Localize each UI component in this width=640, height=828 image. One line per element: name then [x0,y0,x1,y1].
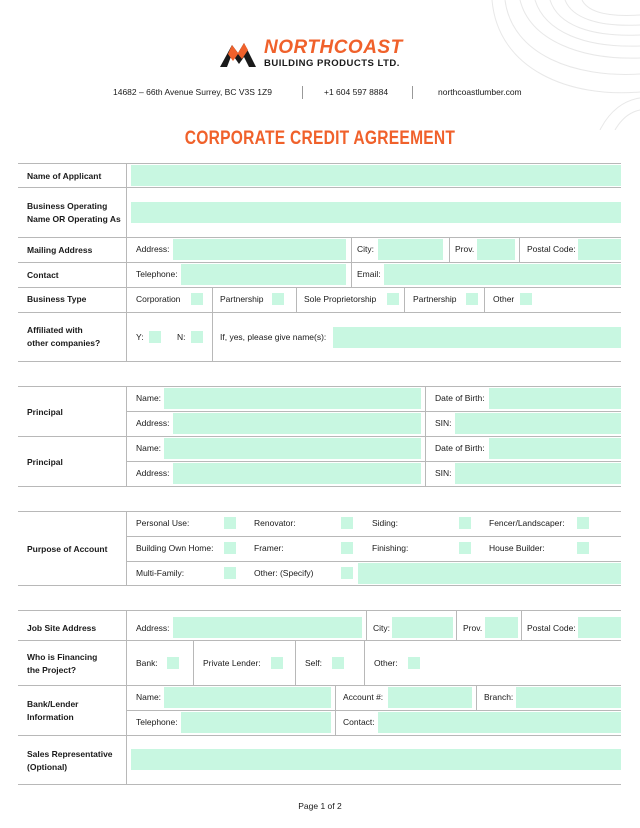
lender-account-field[interactable] [388,687,472,708]
table-rule [425,386,426,486]
fencer-landscaper-checkbox[interactable] [577,517,589,529]
no-label: N: [177,332,186,342]
table-rule [364,640,365,685]
postal-code-label: Postal Code: [527,244,576,254]
table-rule [18,187,621,188]
table-rule [126,561,621,562]
principal-name-label: Name: [136,393,162,403]
table-rule [126,610,127,784]
divider [302,86,303,99]
mountain-logo-icon [218,37,258,69]
private-lender-label: Private Lender: [203,658,261,668]
brand-name: NORTHCOAST [264,36,403,58]
table-rule [484,287,485,312]
purpose-of-account-label: Purpose of Account [27,544,108,554]
mailing-prov-field[interactable] [477,239,515,260]
table-rule [126,511,127,585]
table-rule [295,640,296,685]
table-rule [521,610,522,640]
fencer-landscaper-label: Fencer/Landscaper: [489,518,565,528]
table-rule [193,640,194,685]
other-specify-field[interactable] [358,563,621,584]
lender-branch-field[interactable] [516,687,621,708]
name-of-applicant-field[interactable] [131,165,621,186]
table-rule [476,685,477,710]
corporation-checkbox[interactable] [191,293,203,305]
table-rule [18,237,621,238]
principal-1-dob-field[interactable] [489,388,621,409]
sales-rep-field[interactable] [131,749,621,770]
sole-proprietorship-checkbox[interactable] [387,293,399,305]
table-rule [212,287,213,361]
job-site-city-field[interactable] [392,617,453,638]
table-rule [296,287,297,312]
principal-1-address-field[interactable] [173,413,421,434]
framer-label: Framer: [254,543,284,553]
page-title: CORPORATE CREDIT AGREEMENT [184,128,456,149]
account-label: Account #: [343,692,384,702]
affiliated-names-field[interactable] [333,327,621,348]
house-builder-label: House Builder: [489,543,545,553]
sales-rep-label: Sales Representative (Optional) [27,749,113,772]
renovator-checkbox[interactable] [341,517,353,529]
principal-1-sin-field[interactable] [455,413,621,434]
telephone-label: Telephone: [136,269,178,279]
prov-label: Prov. [455,244,475,254]
type-partnership-label: Partnership [220,294,264,304]
table-rule [18,163,621,164]
table-rule [18,735,621,736]
table-rule [18,386,621,387]
bank-checkbox[interactable] [167,657,179,669]
business-type-label: Business Type [27,294,87,304]
affiliated-no-checkbox[interactable] [191,331,203,343]
renovator-label: Renovator: [254,518,296,528]
city-label: City: [357,244,374,254]
page-number: Page 1 of 2 [298,801,342,811]
brand-subtitle: BUILDING PRODUCTS LTD. [264,57,400,69]
email-label: Email: [357,269,381,279]
company-address: 14682 – 66th Avenue Surrey, BC V3S 1Z9 [113,87,272,97]
table-rule [126,411,621,412]
table-rule [335,685,336,735]
table-rule [18,486,621,487]
table-rule [18,312,621,313]
table-rule [18,436,621,437]
job-prov-label: Prov. [463,623,483,633]
business-operating-label: Business Operating Name OR Operating As [27,201,121,224]
table-rule [351,237,352,262]
table-rule [456,610,457,640]
dob-label: Date of Birth: [435,393,485,403]
affiliated-yes-checkbox[interactable] [149,331,161,343]
bank-label: Bank: [136,658,158,668]
mailing-postal-code-field[interactable] [578,239,621,260]
principal-address-label: Address: [136,418,170,428]
finishing-checkbox[interactable] [459,542,471,554]
principal-address-label: Address: [136,468,170,478]
table-rule [18,685,621,686]
self-label: Self: [305,658,323,668]
affiliated-label: Affiliated with other companies? [27,325,101,348]
other-type-checkbox[interactable] [520,293,532,305]
company-phone: +1 604 597 8884 [324,87,389,97]
finishing-label: Finishing: [372,543,409,553]
type-other-label: Other [493,294,515,304]
principal-name-label: Name: [136,443,162,453]
private-lender-checkbox[interactable] [271,657,283,669]
type-partnership-2-label: Partnership [413,294,457,304]
if-yes-label: If, yes, please give name(s): [220,332,327,342]
sin-label: SIN: [435,468,452,478]
table-rule [18,640,621,641]
sin-label: SIN: [435,418,452,428]
lender-name-field[interactable] [164,687,331,708]
principal-1-label: Principal [27,407,63,417]
contact-email-field[interactable] [384,264,621,285]
siding-label: Siding: [372,518,398,528]
lender-telephone-field[interactable] [181,712,331,733]
building-own-home-label: Building Own Home: [136,543,214,553]
who-is-financing-label: Who is Financing the Project? [27,652,98,675]
table-rule [18,361,621,362]
branch-label: Branch: [484,692,514,702]
other-specify-checkbox[interactable] [341,567,353,579]
contact-telephone-field[interactable] [181,264,346,285]
bank-lender-info-label: Bank/Lender Information [27,699,79,722]
table-rule [18,511,621,512]
table-rule [18,585,621,586]
name-of-applicant-label: Name of Applicant [27,171,102,181]
job-site-postal-code-field[interactable] [578,617,621,638]
table-rule [126,536,621,537]
principal-2-address-field[interactable] [173,463,421,484]
table-rule [366,610,367,640]
partnership-checkbox[interactable] [272,293,284,305]
multi-family-checkbox[interactable] [224,567,236,579]
mailing-city-field[interactable] [378,239,443,260]
table-rule [519,237,520,262]
job-city-label: City: [373,623,390,633]
multi-family-label: Multi-Family: [136,568,185,578]
principal-2-dob-field[interactable] [489,438,621,459]
personal-use-checkbox[interactable] [224,517,236,529]
house-builder-checkbox[interactable] [577,542,589,554]
siding-checkbox[interactable] [459,517,471,529]
brand-logo [218,36,428,70]
contact-label: Contact [27,270,59,280]
job-site-address-field[interactable] [173,617,362,638]
table-rule [126,386,127,486]
framer-checkbox[interactable] [341,542,353,554]
lender-contact-label: Contact: [343,717,375,727]
principal-2-name-field[interactable] [164,438,421,459]
table-rule [18,610,621,611]
job-site-address-label: Job Site Address [27,623,97,633]
principal-2-sin-field[interactable] [455,463,621,484]
lender-contact-field[interactable] [378,712,621,733]
principal-1-name-field[interactable] [164,388,421,409]
address-label: Address: [136,244,170,254]
table-rule [126,461,621,462]
table-rule [18,262,621,263]
job-site-prov-field[interactable] [485,617,518,638]
yes-label: Y: [136,332,144,342]
job-address-label: Address: [136,623,170,633]
principal-2-label: Principal [27,457,63,467]
type-corporation-label: Corporation [136,294,181,304]
table-rule [449,237,450,262]
table-rule [404,287,405,312]
table-rule [126,163,127,361]
table-rule [18,287,621,288]
mailing-address-field[interactable] [173,239,346,260]
self-checkbox[interactable] [332,657,344,669]
lender-telephone-label: Telephone: [136,717,178,727]
dob-label: Date of Birth: [435,443,485,453]
type-sole-proprietorship-label: Sole Proprietorship [304,294,377,304]
job-postal-code-label: Postal Code: [527,623,576,633]
topographic-pattern [490,0,640,130]
financing-other-checkbox[interactable] [408,657,420,669]
table-rule [351,262,352,287]
partnership-2-checkbox[interactable] [466,293,478,305]
personal-use-label: Personal Use: [136,518,190,528]
other-specify-label: Other: (Specify) [254,568,314,578]
lender-name-label: Name: [136,692,162,702]
divider [412,86,413,99]
company-website[interactable]: northcoastlumber.com [438,87,522,97]
building-own-home-checkbox[interactable] [224,542,236,554]
table-rule [18,784,621,785]
table-rule [126,710,621,711]
mailing-address-label: Mailing Address [27,245,93,255]
business-operating-field[interactable] [131,202,621,223]
financing-other-label: Other: [374,658,398,668]
